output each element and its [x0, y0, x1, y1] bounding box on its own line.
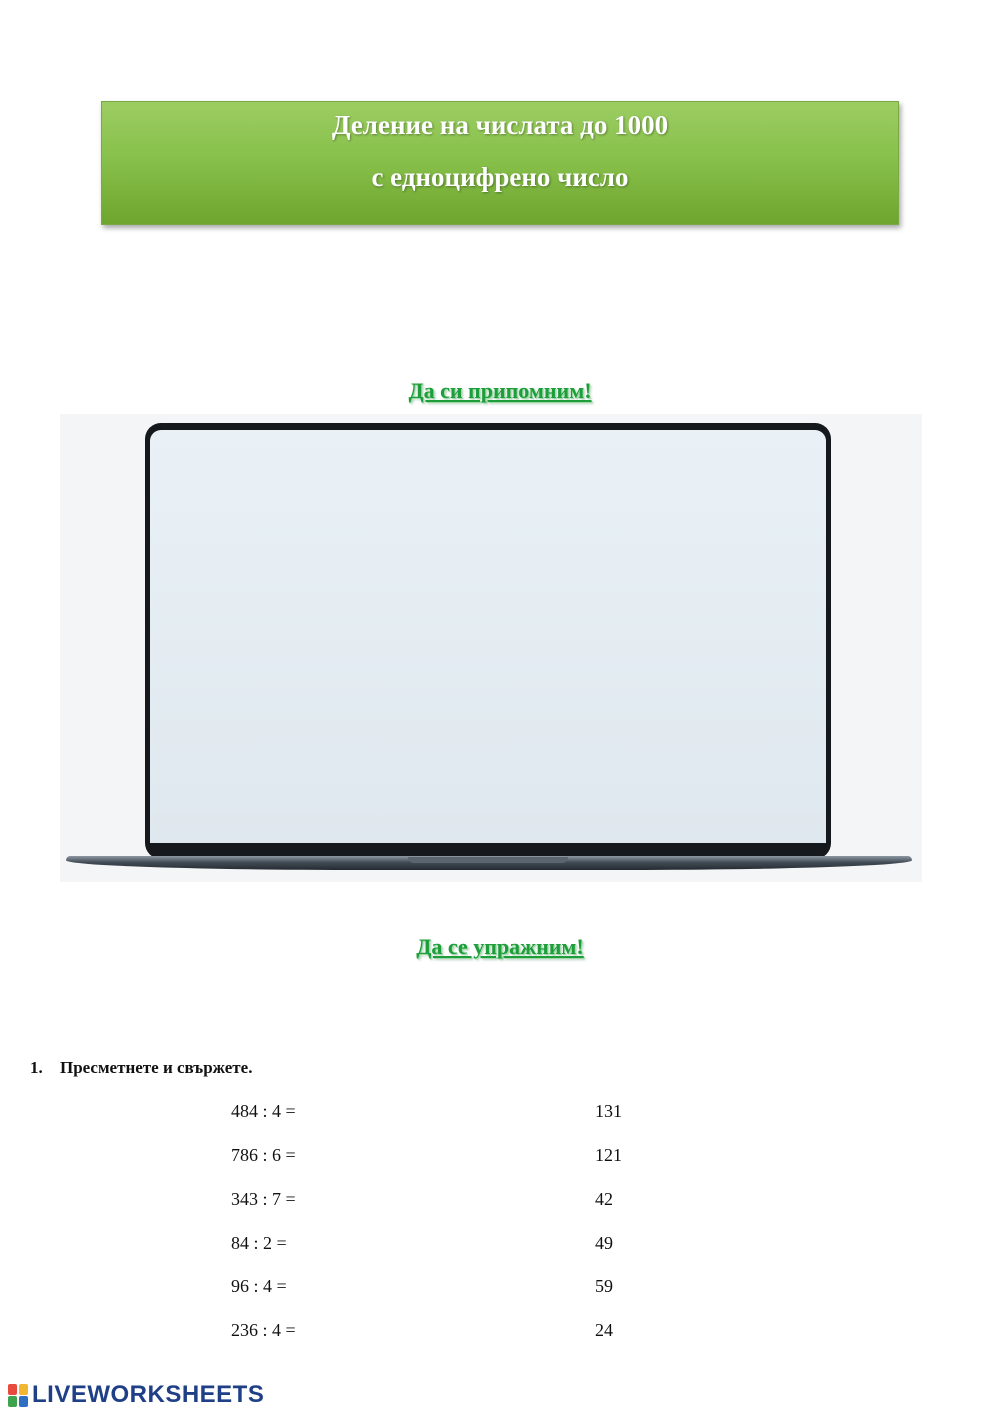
- task-1-title: [30, 1058, 252, 1078]
- answer-item[interactable]: 49: [595, 1233, 613, 1253]
- answer-item[interactable]: 131: [595, 1101, 622, 1121]
- footer-brand-text: LIVEWORKSHEETS: [32, 1381, 265, 1408]
- answer-item[interactable]: 121: [595, 1145, 622, 1165]
- title-banner: [101, 101, 899, 225]
- answer-item[interactable]: 24: [595, 1320, 613, 1340]
- remember-heading: Да си припомним!: [408, 378, 592, 403]
- laptop-notch: [408, 857, 568, 863]
- task-number: 1.: [30, 1058, 43, 1077]
- expression-item[interactable]: 343 : 7 =: [231, 1189, 296, 1209]
- laptop-screen-display: [150, 430, 826, 843]
- expression-item[interactable]: 84 : 2 =: [231, 1233, 287, 1253]
- practice-heading: Да се упражним!: [416, 934, 584, 959]
- title-line-2: с едноцифрено число: [371, 162, 629, 192]
- liveworksheets-logo-icon: [8, 1382, 30, 1408]
- laptop-screen-icon: [145, 423, 831, 859]
- video-embed[interactable]: [60, 414, 922, 882]
- title-line-1: Деление на числата до 1000: [331, 110, 669, 140]
- task-instruction: Пресметнете и свържете.: [60, 1058, 253, 1077]
- expression-item[interactable]: 484 : 4 =: [231, 1101, 296, 1121]
- expression-item[interactable]: 786 : 6 =: [231, 1145, 296, 1165]
- expression-item[interactable]: 96 : 4 =: [231, 1276, 287, 1296]
- footer-brand[interactable]: [8, 1380, 264, 1410]
- answer-item[interactable]: 59: [595, 1276, 613, 1296]
- answer-item[interactable]: 42: [595, 1189, 613, 1209]
- expression-item[interactable]: 236 : 4 =: [231, 1320, 296, 1340]
